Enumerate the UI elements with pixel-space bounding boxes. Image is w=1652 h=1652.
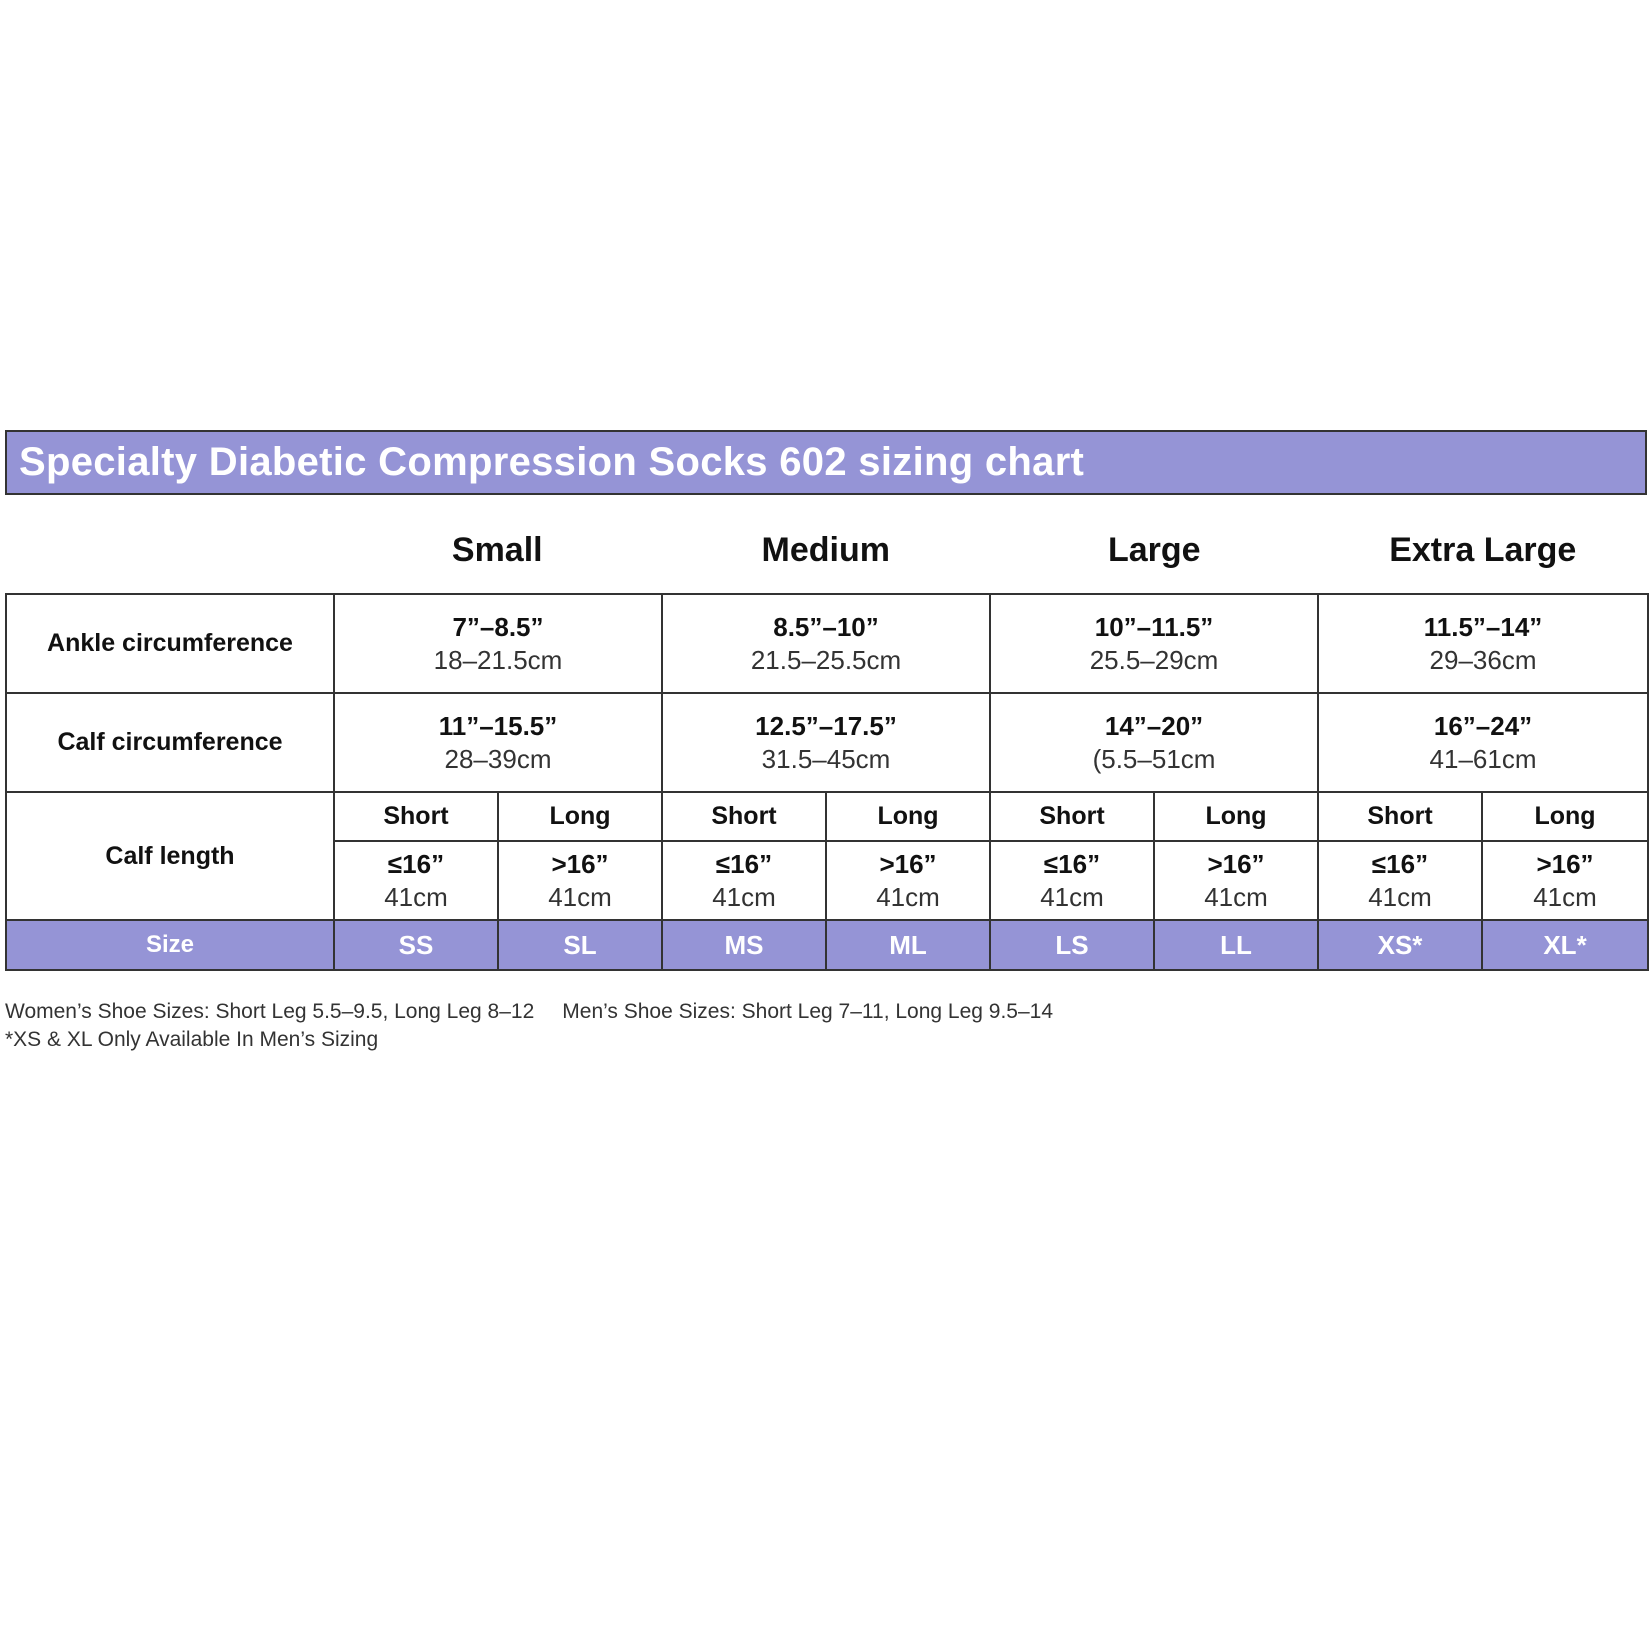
length-long-in: >16” bbox=[551, 848, 609, 879]
womens-shoe-sizes: Women’s Shoe Sizes: Short Leg 5.5–9.5, Long Leg 8–12 bbox=[5, 1000, 535, 1023]
length-short-cm: 41cm bbox=[384, 881, 448, 912]
length-short-in: ≤16” bbox=[387, 848, 445, 879]
calf-large-in: 14”–20” bbox=[1104, 710, 1204, 741]
size-code-sl: SL bbox=[498, 920, 662, 970]
length-short-value bbox=[990, 841, 1154, 920]
length-long-cm: 41cm bbox=[1533, 881, 1597, 912]
calf-extra-large-cm: 41–61cm bbox=[1429, 743, 1537, 774]
ankle-small-in: 7”–8.5” bbox=[452, 611, 544, 642]
length-long-value bbox=[826, 841, 990, 920]
length-short-in: ≤16” bbox=[1043, 848, 1101, 879]
length-short-header: Short bbox=[334, 792, 498, 841]
length-short-value bbox=[334, 841, 498, 920]
mens-shoe-sizes: Men’s Shoe Sizes: Short Leg 7–11, Long Leg 9.5–14 bbox=[562, 1000, 1054, 1023]
length-long-cm: 41cm bbox=[1204, 881, 1268, 912]
sizing-table bbox=[5, 593, 1649, 971]
ankle-label: Ankle circumference bbox=[6, 594, 334, 693]
ankle-extra-large bbox=[1318, 594, 1648, 693]
calf-medium-in: 12.5”–17.5” bbox=[755, 710, 897, 741]
length-long-value bbox=[1154, 841, 1318, 920]
calf-medium bbox=[662, 693, 990, 792]
length-short-in: ≤16” bbox=[1371, 848, 1429, 879]
chart-title-bar bbox=[5, 430, 1647, 495]
calf-medium-cm: 31.5–45cm bbox=[761, 743, 891, 774]
ankle-large bbox=[990, 594, 1318, 693]
size-code-ls: LS bbox=[990, 920, 1154, 970]
length-short-cm: 41cm bbox=[1040, 881, 1104, 912]
size-header-large: Large bbox=[1107, 531, 1201, 569]
size-code-ll: LL bbox=[1154, 920, 1318, 970]
ankle-small bbox=[334, 594, 662, 693]
size-code-xl: XL* bbox=[1482, 920, 1648, 970]
length-short-cm: 41cm bbox=[712, 881, 776, 912]
size-header-medium: Medium bbox=[761, 531, 890, 569]
calf-small-in: 11”–15.5” bbox=[438, 710, 558, 741]
footnotes bbox=[5, 998, 1053, 1054]
length-long-header: Long bbox=[1154, 792, 1318, 841]
length-long-in: >16” bbox=[1536, 848, 1594, 879]
calf-small-cm: 28–39cm bbox=[444, 743, 552, 774]
length-long-cm: 41cm bbox=[876, 881, 940, 912]
length-long-value bbox=[1482, 841, 1648, 920]
length-long-value bbox=[498, 841, 662, 920]
length-short-value bbox=[1318, 841, 1482, 920]
length-long-in: >16” bbox=[1207, 848, 1265, 879]
shoe-sizes-line bbox=[5, 998, 1053, 1026]
ankle-medium bbox=[662, 594, 990, 693]
size-header-row bbox=[333, 525, 1647, 575]
length-label: Calf length bbox=[6, 792, 334, 920]
length-short-header: Short bbox=[662, 792, 826, 841]
ankle-medium-cm: 21.5–25.5cm bbox=[750, 644, 902, 675]
length-short-value bbox=[662, 841, 826, 920]
ankle-small-cm: 18–21.5cm bbox=[433, 644, 563, 675]
length-long-in: >16” bbox=[879, 848, 937, 879]
size-code-ml: ML bbox=[826, 920, 990, 970]
ankle-large-in: 10”–11.5” bbox=[1094, 611, 1214, 642]
availability-note: *XS & XL Only Available In Men’s Sizing bbox=[5, 1028, 379, 1051]
calf-extra-large-in: 16”–24” bbox=[1433, 710, 1533, 741]
calf-row bbox=[6, 693, 1648, 792]
size-header-small: Small bbox=[451, 531, 543, 569]
ankle-extra-large-cm: 29–36cm bbox=[1429, 644, 1537, 675]
length-short-header: Short bbox=[1318, 792, 1482, 841]
ankle-row bbox=[6, 594, 1648, 693]
chart-title: Specialty Diabetic Compression Socks 602 sizing chart bbox=[19, 440, 1085, 484]
ankle-medium-in: 8.5”–10” bbox=[773, 611, 879, 642]
length-long-cm: 41cm bbox=[548, 881, 612, 912]
length-long-header: Long bbox=[1482, 792, 1648, 841]
calf-extra-large bbox=[1318, 693, 1648, 792]
size-row bbox=[6, 920, 1648, 970]
calf-large-cm: (5.5–51cm bbox=[1092, 743, 1216, 774]
size-code-xs: XS* bbox=[1318, 920, 1482, 970]
size-code-ms: MS bbox=[662, 920, 826, 970]
size-header-extra-large: Extra Large bbox=[1389, 531, 1577, 569]
size-code-ss: SS bbox=[334, 920, 498, 970]
calf-label: Calf circumference bbox=[6, 693, 334, 792]
length-short-header: Short bbox=[990, 792, 1154, 841]
calf-large bbox=[990, 693, 1318, 792]
length-short-in: ≤16” bbox=[715, 848, 773, 879]
calf-small bbox=[334, 693, 662, 792]
length-subheader-row bbox=[6, 792, 1648, 841]
length-short-cm: 41cm bbox=[1368, 881, 1432, 912]
length-long-header: Long bbox=[498, 792, 662, 841]
length-long-header: Long bbox=[826, 792, 990, 841]
ankle-large-cm: 25.5–29cm bbox=[1089, 644, 1219, 675]
ankle-extra-large-in: 11.5”–14” bbox=[1423, 611, 1543, 642]
size-label: Size bbox=[6, 920, 334, 970]
